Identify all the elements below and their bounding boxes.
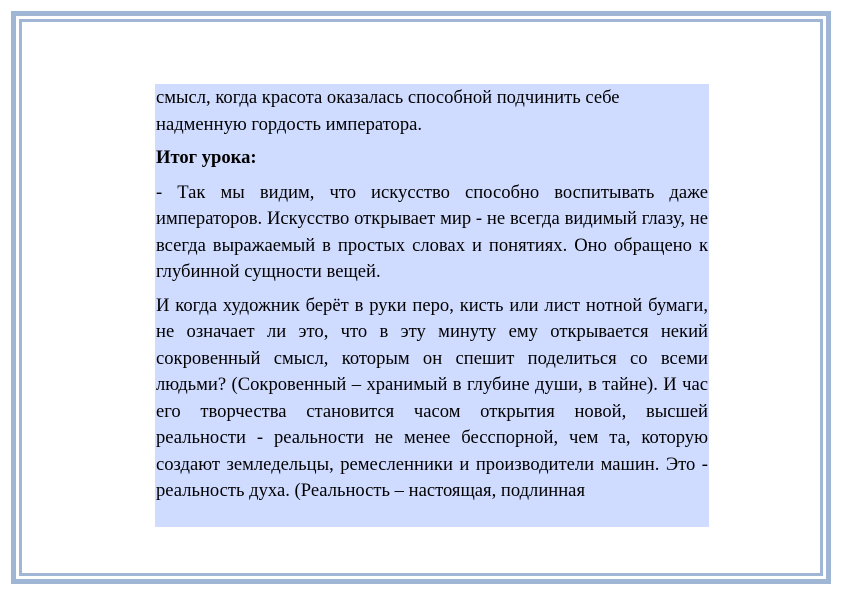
text-box[interactable] [155,84,709,527]
paragraph-continuation: смысл, когда красота оказалась способной подчинить себе надменную гордость императора. [156,87,620,135]
paragraph-artist-reality: И когда художник берёт в руки перо, кисть или лист нотной бумаги, не означает ли это, что в эту минуту ему открывается некий сокровенный смысл, которым он спешит поделиться со всеми людьми? (Сокровенный – хранимый в глубине души, в тайне). И час его творчества становится часом открытия новой, высшей реальности - реальности не менее бесспорной, чем та, которую создают земледельцы, ремесленники и производители машин. Это - реальность духа. (Реальность – настоящая, подлинная [156,294,708,501]
lesson-summary-heading: Итог урока: [156,147,257,168]
paragraph-art-educates: - Так мы видим, что искусство способно воспитывать даже императоров. Искусство открывает мир - не всегда видимый глазу, не всегда выражаемый в простых словах и понятиях. Оно обращено к глубинной сущности вещей. [156,181,708,282]
